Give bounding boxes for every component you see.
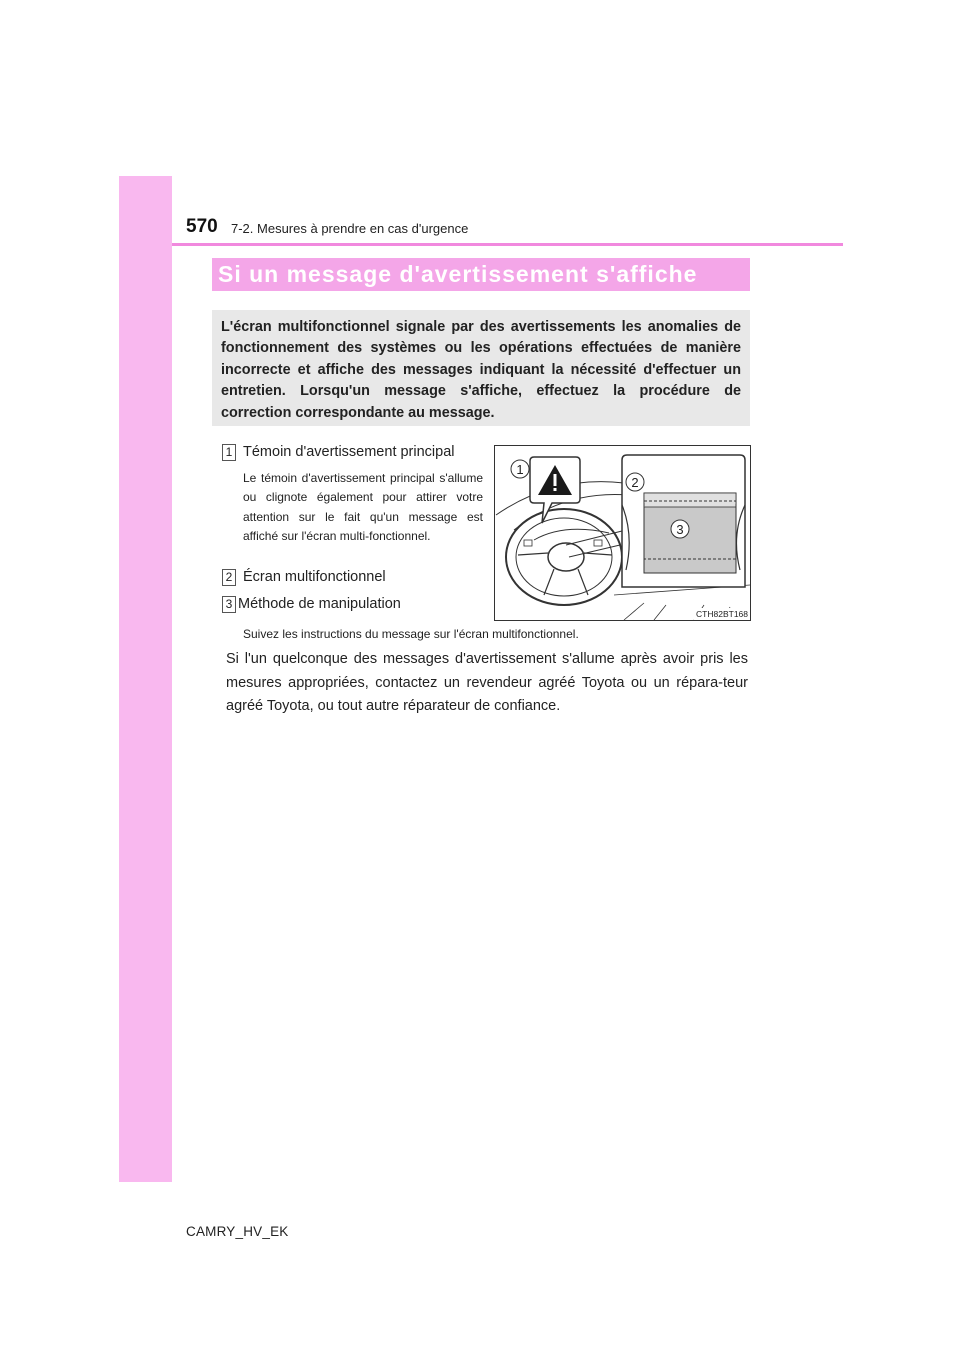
- item-number-1: 1: [222, 444, 236, 461]
- header-rule: [172, 243, 843, 246]
- item-label-3: Méthode de manipulation: [238, 596, 401, 612]
- page-number: 570: [186, 216, 218, 237]
- intro-text: L'écran multifonctionnel signale par des avertissements les anomalies de fonctionnement des systèmes ou les opérations effectuées de manière incorrecte et affiche des messages indiquant la nécessité d'effectuer un entretien. Lorsqu'un message s'affiche, effectuez la procédure de correction correspondante au message.: [221, 319, 741, 421]
- figure-callout-3: 3: [676, 522, 684, 537]
- item-number-3: 3: [222, 596, 236, 613]
- item-label-2: Écran multifonctionnel: [243, 569, 386, 585]
- intro-box: [212, 310, 750, 426]
- document-code: CAMRY_HV_EK: [186, 1224, 289, 1239]
- item-instruction-3: Suivez les instructions du message sur l'écran multifonctionnel.: [243, 627, 579, 641]
- note-text: Si l'un quelconque des messages d'avertissement s'allume après avoir pris les mesures appropriées, contactez un revendeur agréé Toyota ou un répara-teur agréé Toyota, ou tout autre réparateur de confiance.: [226, 651, 748, 715]
- page-title: Si un message d'avertissement s'affiche: [218, 261, 698, 287]
- item-label-1: Témoin d'avertissement principal: [243, 444, 455, 460]
- figure-callout-1: 1: [516, 462, 524, 477]
- item-number-2: 2: [222, 569, 236, 586]
- side-tab-band: [119, 176, 172, 1182]
- dashboard-illustration: [494, 445, 751, 621]
- title-banner: [212, 258, 750, 291]
- item-description-1: Le témoin d'avertissement principal s'allume ou clignote également pour attirer votre attention sur le fait qu'un message est affiché sur l'écran multi-fonctionnel.: [243, 471, 483, 544]
- figure-code: CTH82BT168: [696, 609, 748, 619]
- section-title: 7-2. Mesures à prendre en cas d'urgence: [231, 221, 469, 236]
- figure-callout-2: 2: [631, 475, 639, 490]
